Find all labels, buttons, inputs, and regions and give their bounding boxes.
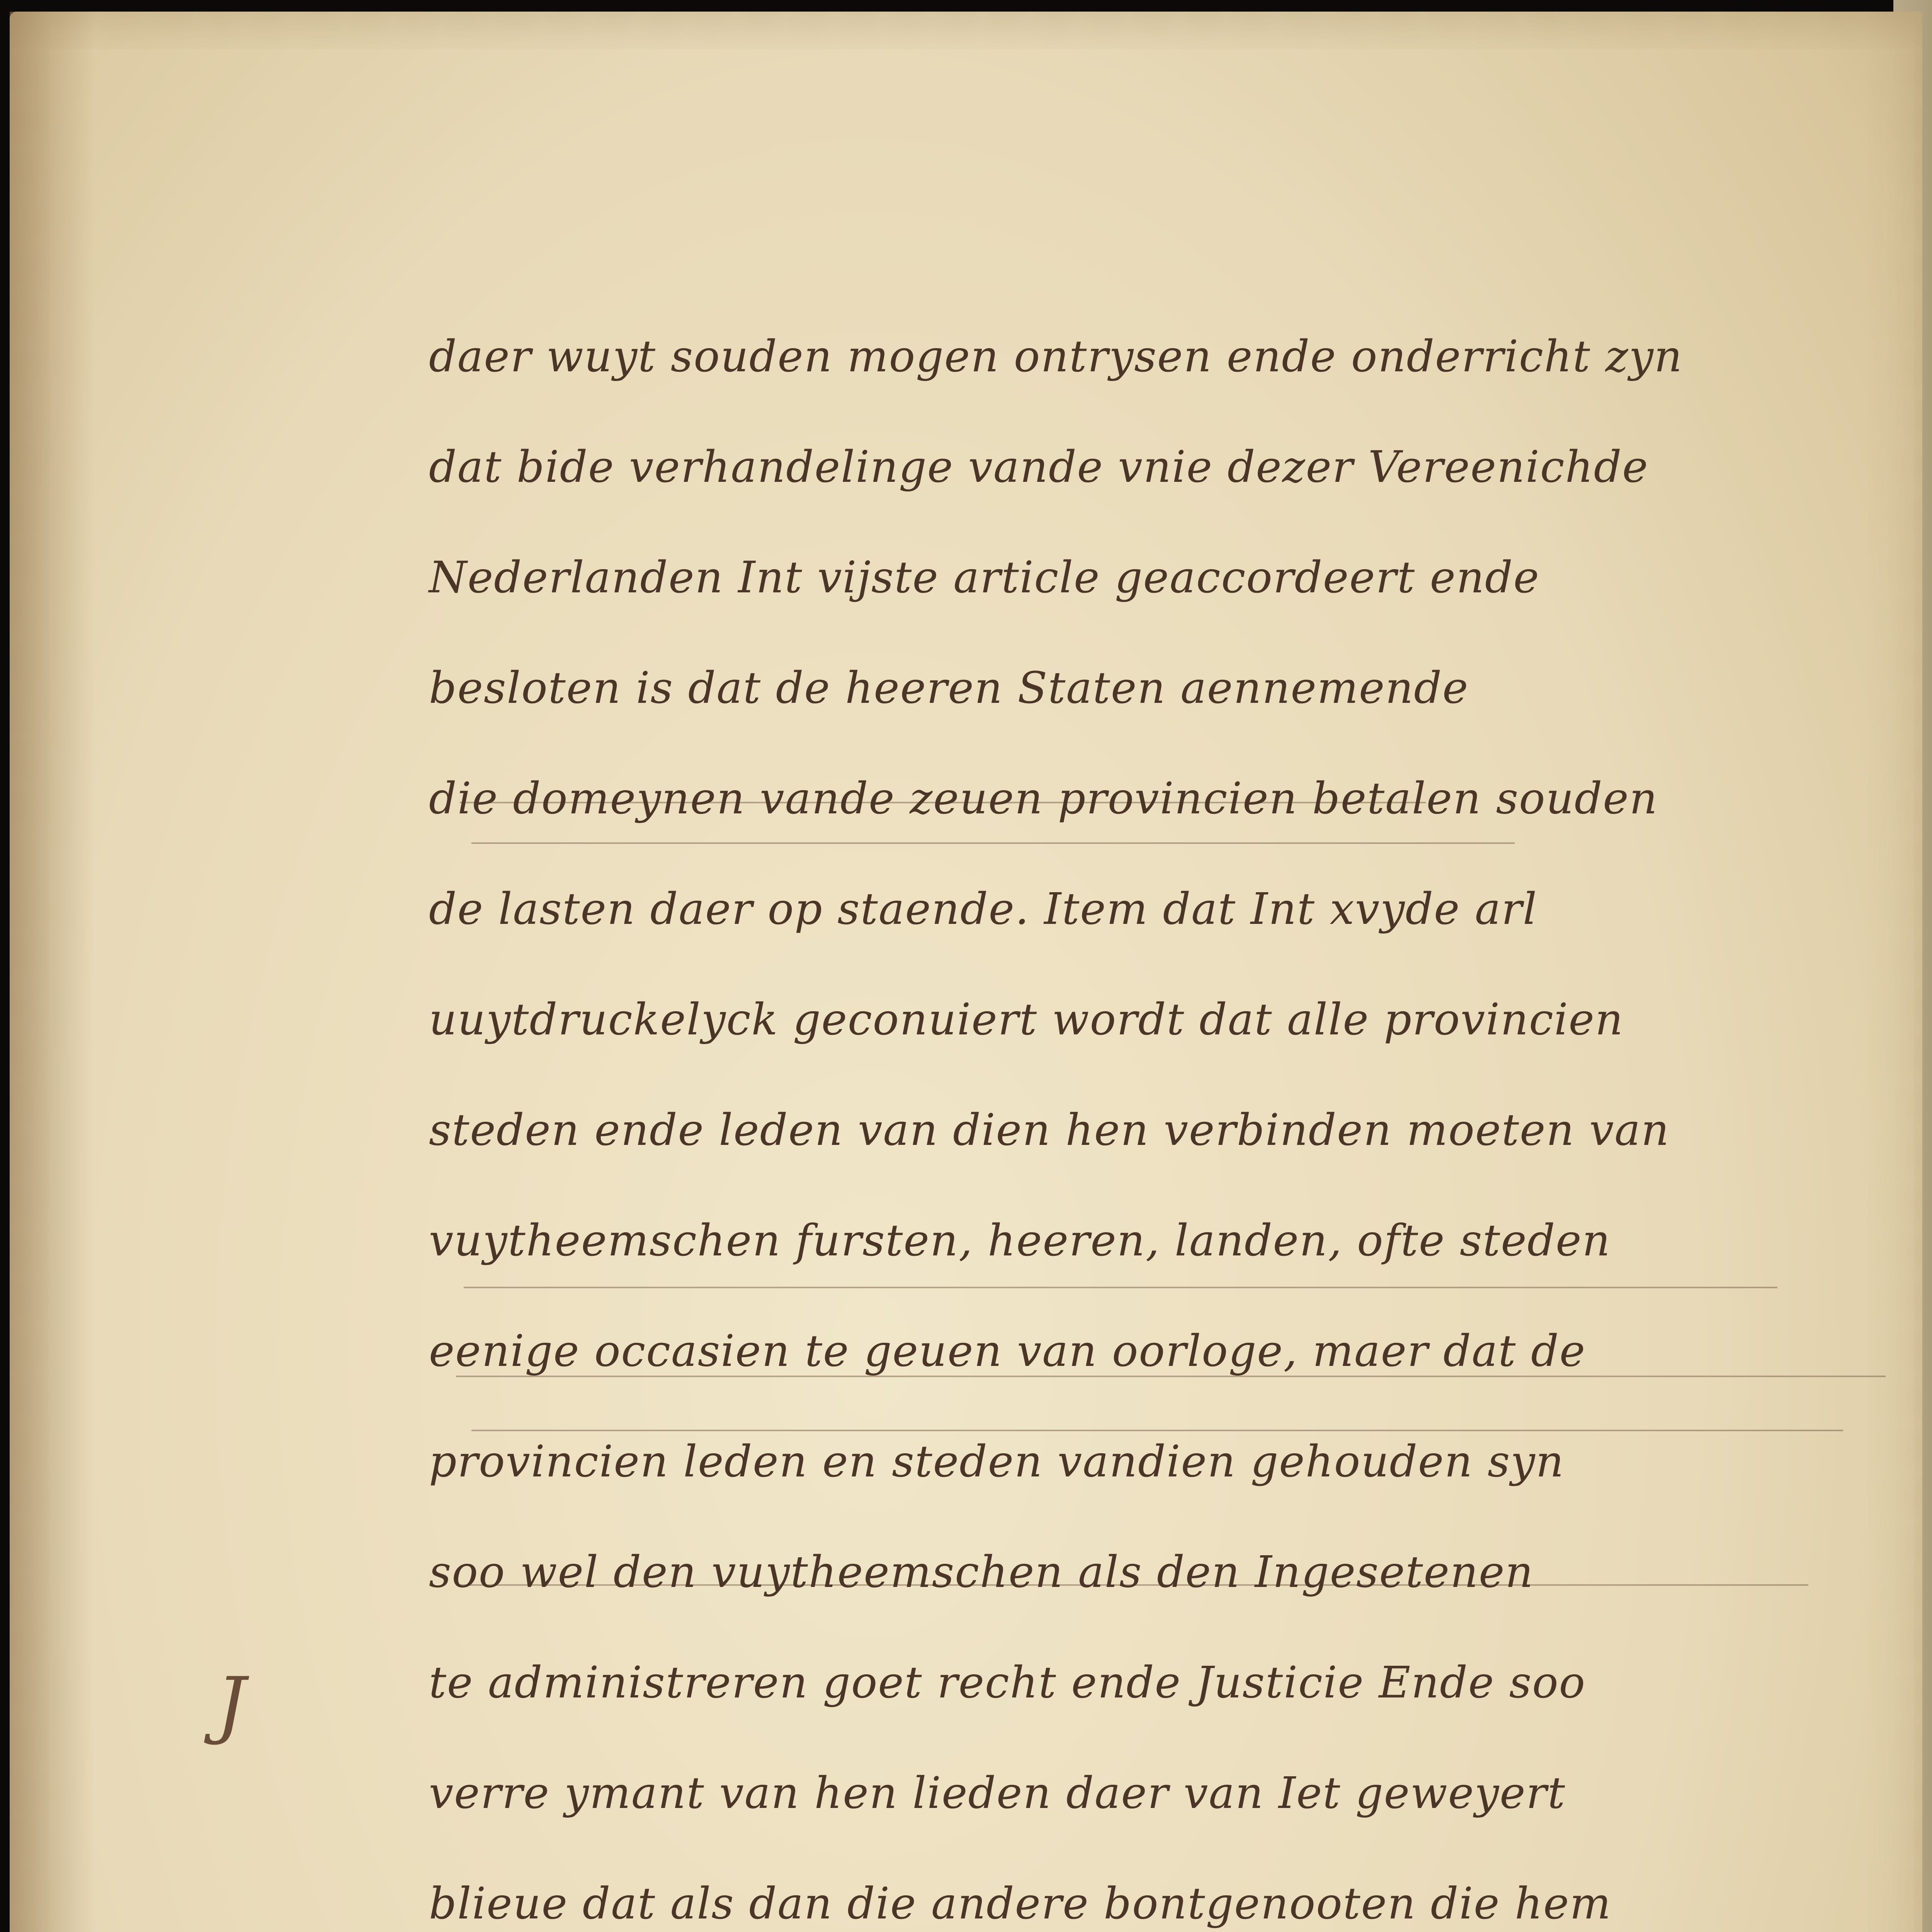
manuscript-line-15: blieue dat als dan die andere bontgenooten die hem: [429, 1849, 1928, 1932]
manuscript-line-3: Nederlanden Int vijste article geaccordeert ende: [429, 522, 1928, 633]
manuscript-line-13: te administreren goet recht ende Justicie Ende soo: [429, 1628, 1928, 1738]
manuscript-line-12: soo wel den vuytheemschen als den Ingesetenen: [429, 1517, 1928, 1628]
manuscript-line-11: provincien leden en steden vandien gehouden syn: [429, 1406, 1928, 1517]
manuscript-line-7: uuytdruckelyck geconuiert wordt dat alle provincien: [429, 964, 1928, 1075]
manuscript-line-14: verre ymant van hen lieden daer van Iet geweyert: [429, 1738, 1928, 1849]
manuscript-line-1: daer wuyt souden mogen ontrysen ende onderricht zyn: [429, 301, 1928, 412]
margin-mark: J: [216, 1662, 246, 1747]
manuscript-line-5: die domeynen vande zeuen provincien betalen souden: [429, 743, 1928, 854]
manuscript-line-6: de lasten daer op staende. Item dat Int xvyde arl: [429, 854, 1928, 964]
manuscript-line-9: vuytheemschen fursten, heeren, landen, ofte steden: [429, 1185, 1928, 1296]
manuscript-line-10: eenige occasien te geuen van oorloge, maer dat de: [429, 1296, 1928, 1406]
manuscript-line-8: steden ende leden van dien hen verbinden moeten van: [429, 1075, 1928, 1185]
manuscript-line-4: besloten is dat de heeren Staten aennemende: [429, 633, 1928, 743]
manuscript-line-2: dat bide verhandelinge vande vnie dezer Vereenichde: [429, 412, 1928, 522]
